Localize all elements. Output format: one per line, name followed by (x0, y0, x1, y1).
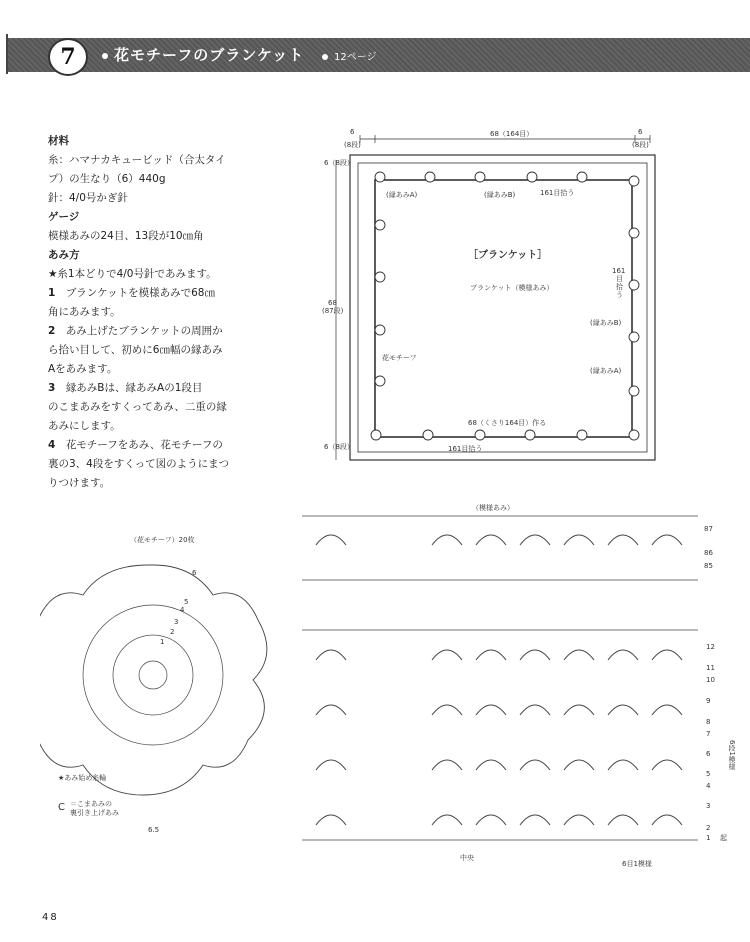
step-line: あみにします。 (48, 420, 121, 432)
motif-diagram (40, 530, 280, 840)
svg-text:(縁あみA): (縁あみA) (386, 191, 418, 199)
step-line: Aをあみます。 (48, 363, 118, 375)
bullet-icon (322, 54, 328, 60)
svg-text:6段1模様: 6段1模様 (728, 740, 736, 770)
step-line: 花モチーフをあみ、花モチーフの (65, 439, 223, 451)
edge-a-border (358, 163, 647, 452)
step-1 (48, 284, 284, 303)
gauge-heading: ゲージ (48, 211, 80, 223)
step-line: ブランケットを模様あみで68㎝ (65, 287, 215, 299)
blanket-diagram (320, 125, 660, 470)
blanket-body (375, 180, 632, 437)
step-line: ら拾い目して、初めに6㎝幅の縁あみ (48, 344, 223, 356)
method-intro: ★糸1本どりで4/0号針であみます。 (48, 268, 217, 280)
yarn-line-1: 糸：ハマナカキュービッド（合太タイ (48, 154, 226, 166)
materials-heading: 材料 (48, 135, 69, 147)
svg-text:6: 6 (350, 128, 355, 136)
svg-text:68（164目）: 68（164目） (490, 130, 534, 138)
svg-text:5: 5 (184, 598, 189, 606)
svg-text:86: 86 (704, 549, 713, 557)
svg-text:68（くさり164目）作る: 68（くさり164目）作る (468, 419, 547, 427)
motif-center (139, 661, 167, 689)
svg-text:3: 3 (706, 802, 711, 810)
svg-text:10: 10 (706, 676, 715, 684)
svg-text:(縁あみB): (縁あみB) (590, 319, 622, 327)
svg-text:★あみ始め糸輪: ★あみ始め糸輪 (58, 774, 107, 782)
method-heading: あみ方 (48, 249, 80, 261)
svg-text:7: 7 (706, 730, 711, 738)
svg-text:(8段): (8段) (632, 141, 649, 149)
svg-text:［ブランケット］: ［ブランケット］ (468, 250, 548, 261)
step-line: 裏の3、4段をすくって図のようにまつ (48, 458, 230, 470)
svg-text:6: 6 (638, 128, 643, 136)
svg-text:(8段): (8段) (344, 141, 361, 149)
step-line: 縁あみBは、縁あみAの1段目 (65, 382, 203, 394)
svg-text:3: 3 (174, 618, 179, 626)
svg-text:う: う (616, 291, 623, 299)
flower-motifs (371, 172, 639, 440)
gauge-text: 模様あみの24目、13段が10㎝角 (48, 230, 204, 242)
svg-text:花モチーフ: 花モチーフ (382, 354, 417, 362)
step-3 (48, 379, 284, 398)
motif-outline (40, 565, 267, 795)
svg-text:5: 5 (706, 770, 711, 778)
step-line: りつけます。 (48, 477, 111, 489)
svg-text:1: 1 (706, 834, 711, 842)
svg-text:ブランケット（模様あみ）: ブランケット（模様あみ） (470, 284, 554, 292)
svg-text:6（8段）: 6（8段） (324, 443, 354, 451)
svg-text:起: 起 (720, 834, 727, 842)
svg-text:85: 85 (704, 562, 713, 570)
instructions-block (48, 132, 284, 493)
svg-text:＝こまあみの: ＝こまあみの (70, 800, 112, 808)
svg-text:87: 87 (704, 525, 713, 533)
pattern-title-text: 花モチーフのブランケット (114, 46, 305, 64)
step-number: 3 (48, 382, 56, 394)
outer-border (350, 155, 655, 460)
svg-text:2: 2 (170, 628, 175, 636)
svg-text:2: 2 (706, 824, 711, 832)
svg-text:6目1模様: 6目1模様 (622, 860, 652, 868)
needle-text: 針：4/0号かぎ針 (48, 192, 128, 204)
svg-text:目: 目 (616, 275, 623, 283)
step-number: 2 (48, 325, 56, 337)
svg-text:4: 4 (180, 606, 185, 614)
step-4 (48, 436, 284, 455)
svg-text:6: 6 (192, 569, 197, 577)
svg-text:161目拾う: 161目拾う (448, 445, 483, 453)
page-reference (316, 48, 377, 63)
step-line: のこまあみをすくってあみ、二重の縁 (48, 401, 227, 413)
svg-text:拾: 拾 (616, 283, 623, 291)
step-line: あみ上げたブランケットの周囲か (65, 325, 223, 337)
svg-text:6（8段）: 6（8段） (324, 159, 354, 167)
svg-text:6.5: 6.5 (148, 826, 160, 834)
svg-text:11: 11 (706, 664, 715, 672)
bullet-icon (102, 53, 108, 59)
svg-text:161目拾う: 161目拾う (540, 189, 575, 197)
step-number: 4 (48, 439, 56, 451)
svg-text:8: 8 (706, 718, 711, 726)
pattern-number: 7 (48, 38, 88, 76)
svg-text:(縁あみA): (縁あみA) (590, 367, 622, 375)
step-number: 1 (48, 287, 56, 299)
pattern-chart (296, 500, 750, 870)
svg-text:裏引き上げあみ: 裏引き上げあみ (70, 809, 119, 817)
svg-text:中央: 中央 (460, 854, 474, 862)
svg-text:12: 12 (706, 643, 715, 651)
svg-text:161: 161 (612, 267, 626, 275)
svg-text:（花モチーフ）20枚: （花モチーフ）20枚 (130, 536, 195, 544)
page-number: 48 (42, 912, 59, 923)
svg-text:(87段): (87段) (322, 307, 344, 315)
svg-text:Ⅽ: Ⅽ (58, 802, 65, 813)
svg-text:6: 6 (706, 750, 711, 758)
svg-text:9: 9 (706, 697, 711, 705)
svg-text:（模様あみ）: （模様あみ） (472, 504, 514, 512)
svg-text:68: 68 (328, 299, 337, 307)
step-line: 角にあみます。 (48, 306, 121, 318)
step-2 (48, 322, 284, 341)
svg-text:1: 1 (160, 638, 165, 646)
yarn-line-2: プ）の生なり（6）440g (48, 173, 166, 185)
svg-text:(縁あみB): (縁あみB) (484, 191, 516, 199)
svg-text:4: 4 (706, 782, 711, 790)
page-reference-text: 12ページ (334, 52, 377, 63)
pattern-title (96, 44, 304, 65)
